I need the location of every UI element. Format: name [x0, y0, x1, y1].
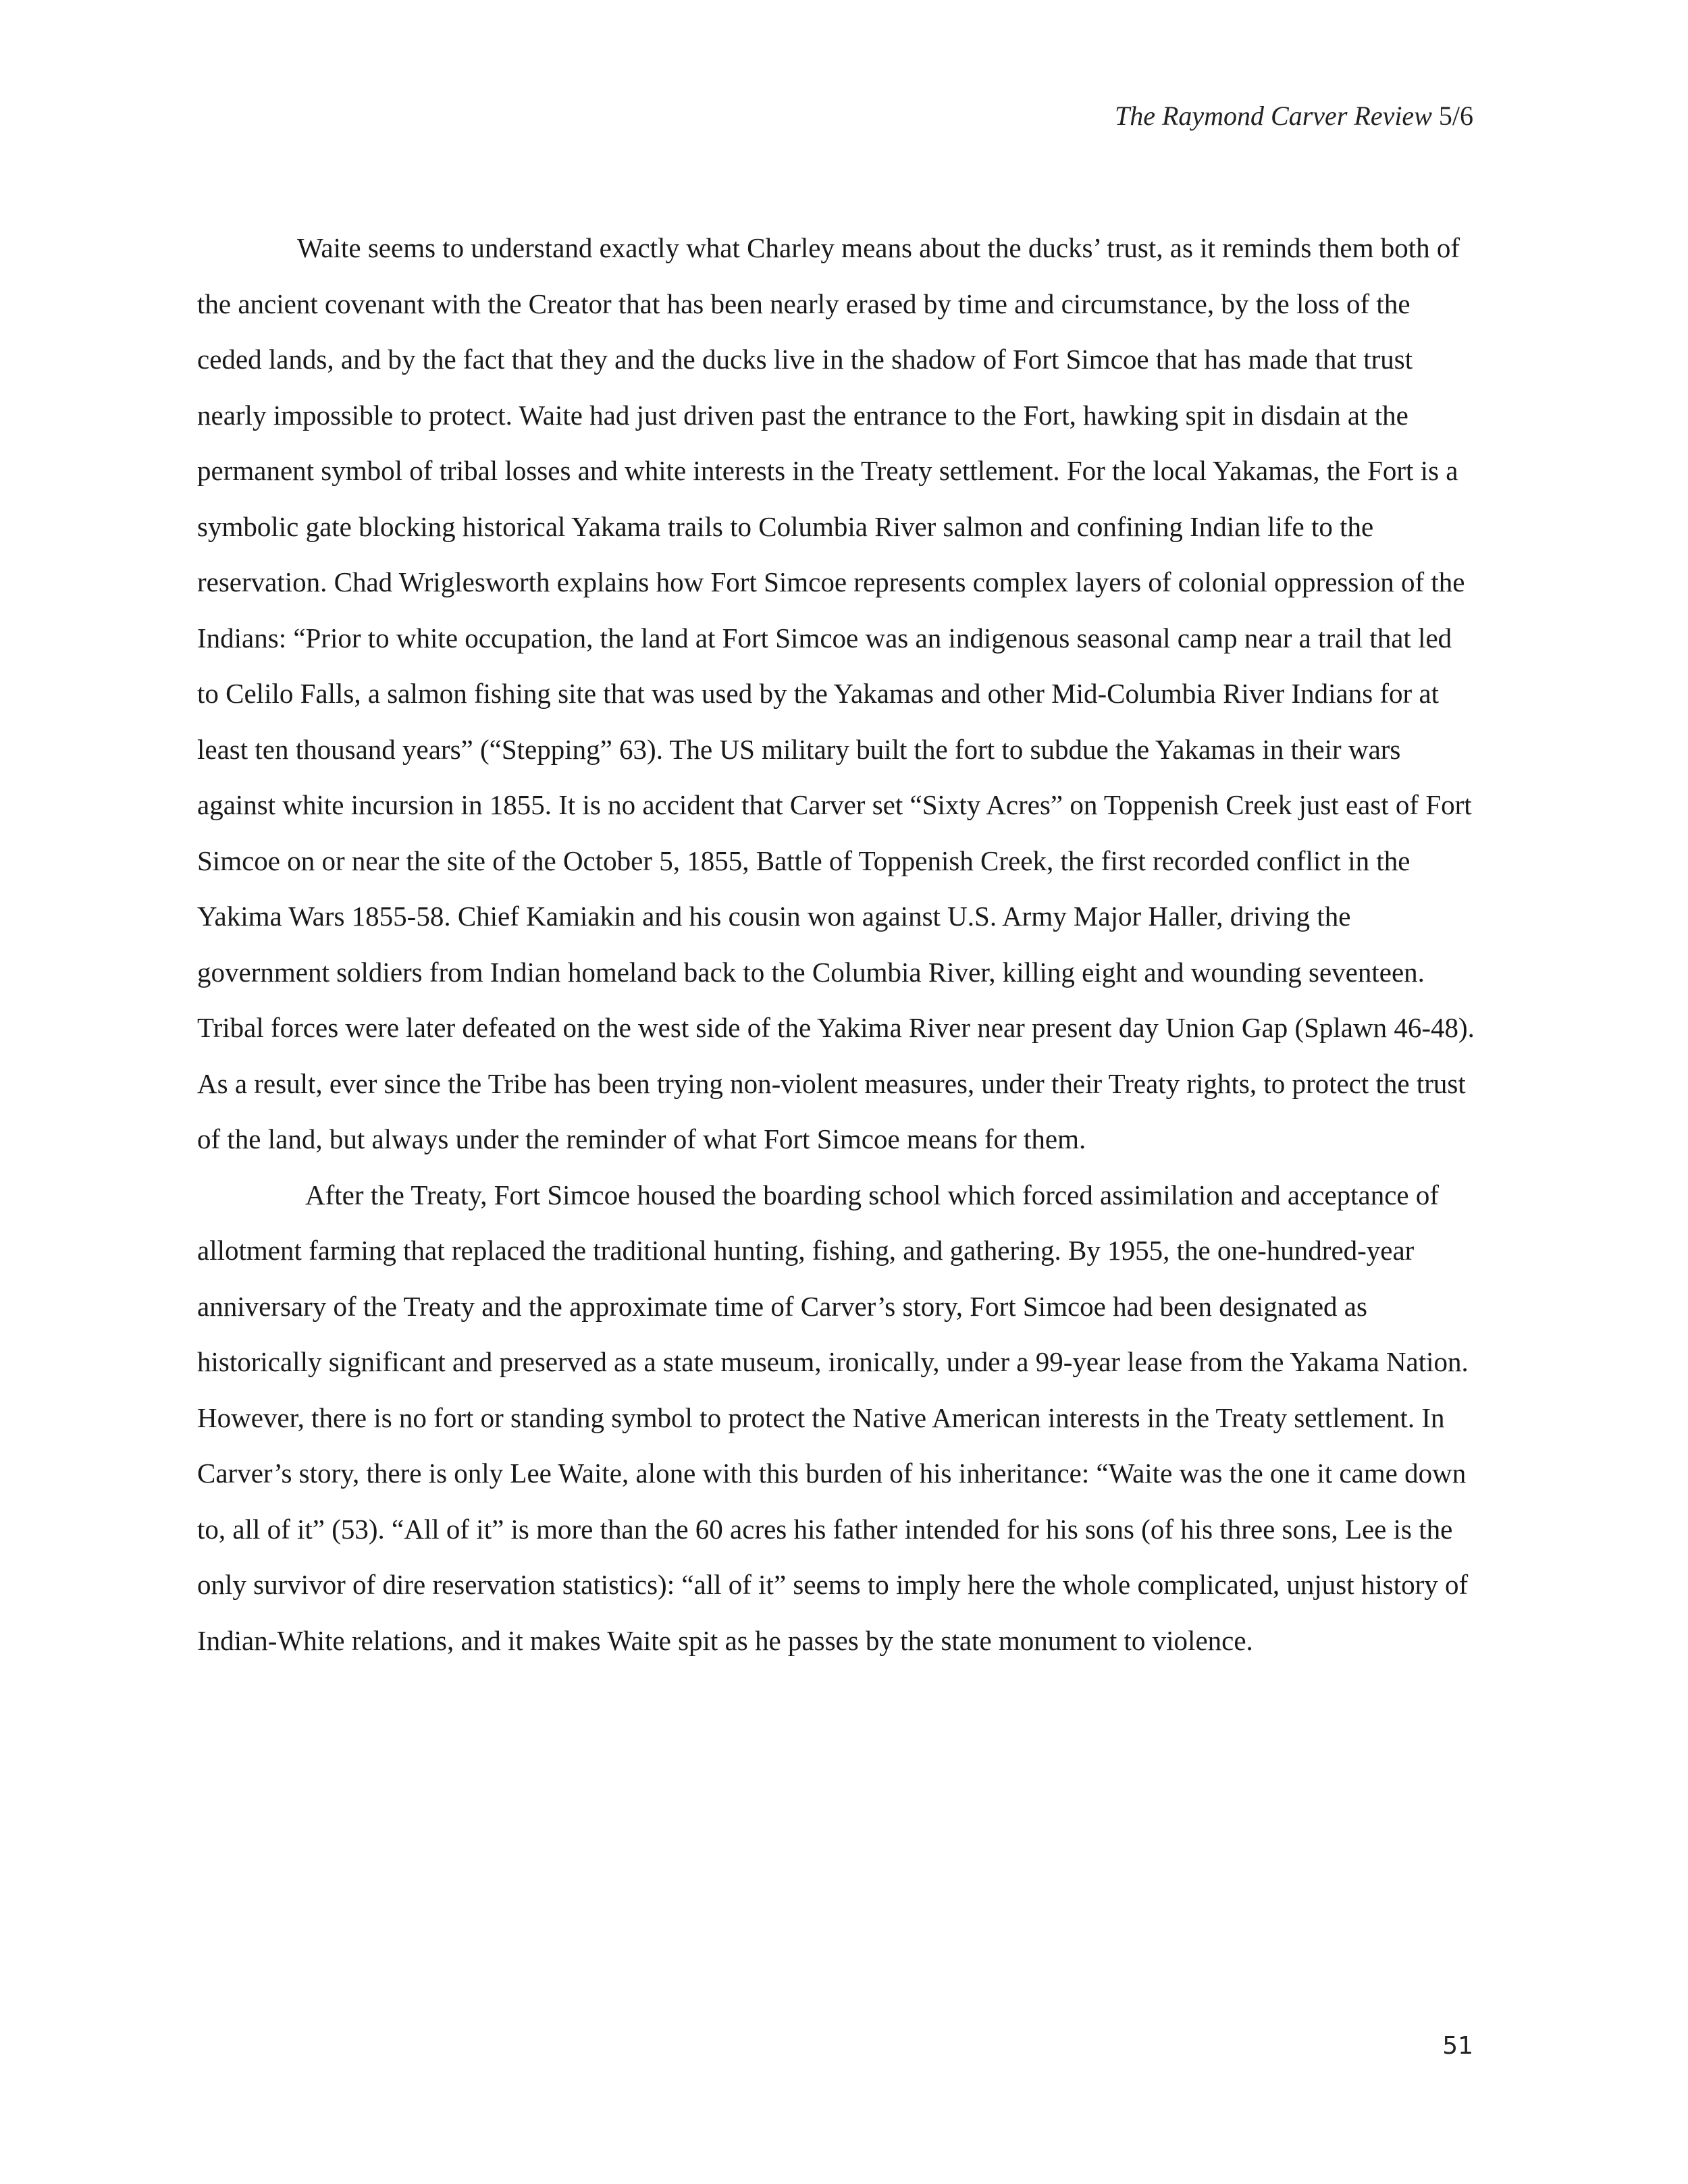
body-paragraph-2: After the Treaty, Fort Simcoe housed the boarding school which forced assimilation and acceptance of allotment farming that replaced the traditional hunting, fishing, and gathering. By 1955, the one-hundred-year anniversary of the Treaty and the approximate time of Carver’s story, Fort Simcoe had been designated as historically significant and preserved as a state museum, ironically, under a 99-year lease from the Yakama Nation. However, there is no fort or standing symbol to protect the Native American interests in the Treaty settlement. In Carver’s story, there is only Lee Waite, alone with this burden of his inheritance: “Waite was the one it came down to, all of it” (53). “All of it” is more than the 60 acres his father intended for his sons (of his three sons, Lee is the only survivor of dire reservation statistics): “all of it” seems to imply here the whole complicated, unjust history of Indian-White relations, and it makes Waite spit as he passes by the state monument to violence. — [197, 1179, 1469, 1656]
running-header — [1115, 100, 1473, 132]
page-number: 51 — [1442, 2032, 1473, 2060]
body-paragraph-1: Waite seems to understand exactly what Charley means about the ducks’ trust, as it reminds them both of the ancient covenant with the Creator that has been nearly erased by time and circumstance, by the loss of the ceded lands, and by the fact that they and the ducks live in the shadow of Fort Simcoe that has made that trust nearly impossible to protect. Waite had just driven past the entrance to the Fort, hawking spit in disdain at the permanent symbol of tribal losses and white interests in the Treaty settlement. For the local Yakamas, the Fort is a symbolic gate blocking historical Yakama trails to Columbia River salmon and confining Indian life to the reservation. Chad Wriglesworth explains how Fort Simcoe represents complex layers of colonial oppression of the Indians: “Prior to white occupation, the land at Fort Simcoe was an indigenous seasonal camp near a trail that led to Celilo Falls, a salmon fishing site that was used by the Yakamas and other Mid-Columbia River Indians for at least ten thousand years” (“Stepping” 63). The US military built the fort to subdue the Yakamas in their wars against white incursion in 1855. It is no accident that Carver set “Sixty Acres” on Toppenish Creek just east of Fort Simcoe on or near the site of the October 5, 1855, Battle of Toppenish Creek, the first recorded conflict in the Yakima Wars 1855-58. Chief Kamiakin and his cousin won against U.S. Army Major Haller, driving the government soldiers from Indian homeland back to the Columbia River, killing eight and wounding seventeen. Tribal forces were later defeated on the west side of the Yakima River near present day Union Gap (Splawn 46-48). As a result, ever since the Tribe has been trying non-violent measures, under their Treaty rights, to protect the trust of the land, but always under the reminder of what Fort Simcoe means for them. — [197, 232, 1475, 1154]
journal-title: The Raymond Carver Review — [1114, 101, 1432, 131]
issue-number: 5/6 — [1438, 101, 1473, 131]
article-body — [197, 220, 1480, 1668]
